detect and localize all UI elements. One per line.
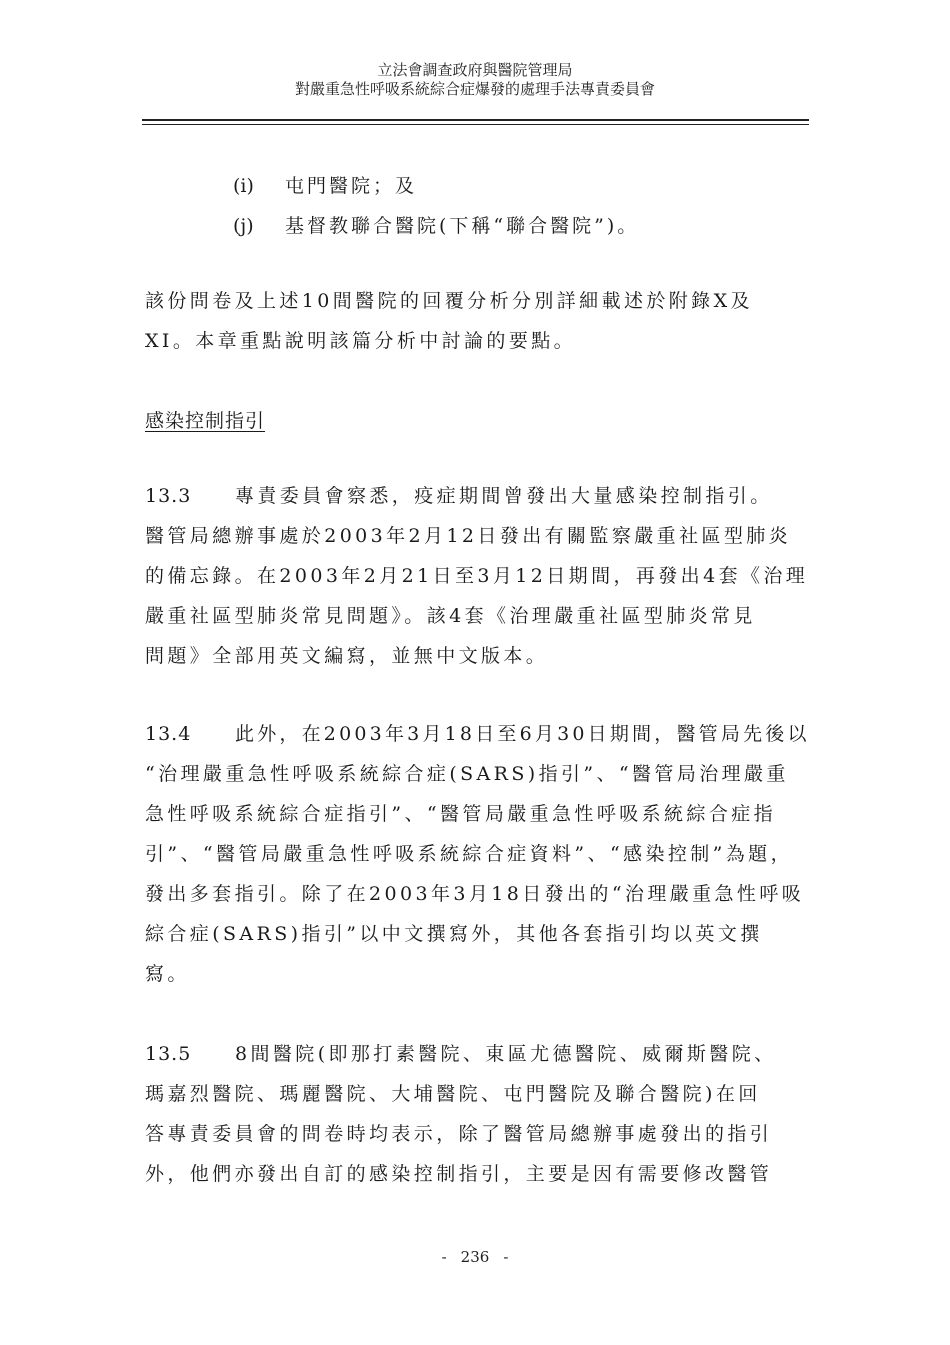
- paragraph-line: 發出多套指引。除了在2003年3月18日發出的“治理嚴重急性呼吸: [145, 883, 805, 905]
- page-number: 236: [460, 1248, 490, 1266]
- list-item-label: (i): [233, 175, 254, 197]
- list-item: [233, 174, 417, 198]
- paragraph-line: 瑪嘉烈醫院、瑪麗醫院、大埔醫院、屯門醫院及聯合醫院)在回: [145, 1083, 761, 1105]
- paragraph-line: 寫。: [145, 963, 190, 985]
- header-title-line2: 對嚴重急性呼吸系統綜合症爆發的處理手法專責委員會: [294, 80, 655, 98]
- paragraph-line: 外，他們亦發出自訂的感染控制指引，主要是因有需要修改醫管: [145, 1163, 773, 1185]
- header-divider-thick: [142, 119, 809, 121]
- section-heading: 感染控制指引: [145, 410, 266, 432]
- paragraph-number: 13.5: [145, 1043, 192, 1065]
- paragraph-line: 綜合症(SARS)指引”以中文撰寫外，其他各套指引均以英文撰: [145, 923, 763, 945]
- header-title-line1: 立法會調查政府與醫院管理局: [377, 61, 573, 79]
- paragraph-line: 急性呼吸系統綜合症指引”、“醫管局嚴重急性呼吸系統綜合症指: [145, 803, 777, 825]
- paragraph-13-3: [145, 476, 810, 676]
- intro-paragraph: [145, 281, 810, 361]
- list-item-text: 基督教聯合醫院(下稱“聯合醫院”)。: [285, 215, 640, 237]
- list-item-label: (j): [233, 215, 254, 237]
- paragraph-line: 的備忘錄。在2003年2月21日至3月12日期間，再發出4套《治理: [145, 565, 809, 587]
- footer-dash-right: -: [503, 1248, 509, 1266]
- paragraph-line: 醫管局總辦事處於2003年2月12日發出有關監察嚴重社區型肺炎: [145, 525, 792, 547]
- paragraph-line: 此外，在2003年3月18日至6月30日期間，醫管局先後以: [235, 723, 810, 745]
- paragraph-line: 答專責委員會的問卷時均表示，除了醫管局總辦事處發出的指引: [145, 1123, 773, 1145]
- paragraph-line: 嚴重社區型肺炎常見問題》。該4套《治理嚴重社區型肺炎常見: [145, 605, 756, 627]
- page-footer: [0, 1248, 950, 1266]
- paragraph-line: 問題》全部用英文編寫，並無中文版本。: [145, 645, 549, 667]
- paragraph-line: 專責委員會察悉，疫症期間曾發出大量感染控制指引。: [235, 485, 773, 507]
- paragraph-line: XI。本章重點說明該篇分析中討論的要點。: [145, 330, 577, 352]
- footer-dash-left: -: [441, 1248, 447, 1266]
- paragraph-line: 該份問卷及上述10間醫院的回覆分析分別詳細載述於附錄X及: [145, 290, 753, 312]
- list-item: [233, 214, 639, 238]
- paragraph-number: 13.3: [145, 485, 192, 507]
- header-divider-thin: [142, 124, 809, 125]
- paragraph-line: “治理嚴重急性呼吸系統綜合症(SARS)指引”、“醫管局治理嚴重: [145, 763, 789, 785]
- list-item-text: 屯門醫院；及: [285, 175, 418, 197]
- paragraph-13-5: [145, 1034, 810, 1194]
- paragraph-number: 13.4: [145, 723, 192, 745]
- paragraph-13-4: [145, 714, 810, 994]
- paragraph-line: 8間醫院(即那打素醫院、東區尤德醫院、威爾斯醫院、: [235, 1043, 777, 1065]
- paragraph-line: 引”、“醫管局嚴重急性呼吸系統綜合症資料”、“感染控制”為題，: [145, 843, 793, 865]
